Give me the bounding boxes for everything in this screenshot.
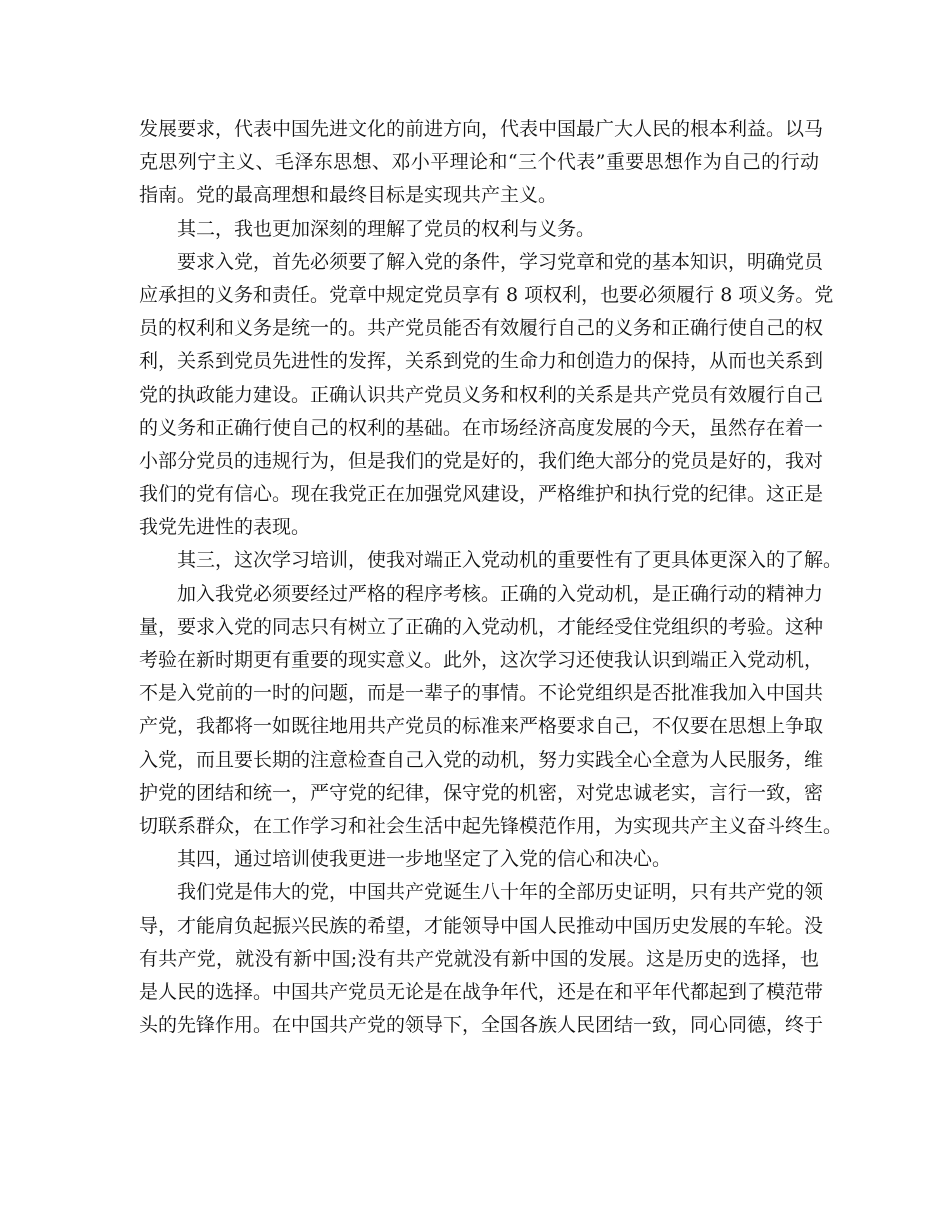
- text-line: 不是入党前的一时的问题，而是一辈子的事情。不论党组织是否批准我加入中国共: [139, 682, 824, 705]
- text-line: 党的执政能力建设。正确认识共产党员义务和权利的关系是共产党员有效履行自己: [139, 383, 824, 406]
- text-line: 应承担的义务和责任。党章中规定党员享有 8 项权利，也要必须履行 8 项义务。党: [139, 283, 834, 306]
- text-line: 的义务和正确行使自己的权利的基础。在市场经济高度发展的今天，虽然存在着一: [139, 416, 824, 439]
- text-line: 头的先锋作用。在中国共产党的领导下，全国各族人民团结一致，同心同德，终于: [139, 1014, 824, 1037]
- text-line: 导，才能肩负起振兴民族的希望，才能领导中国人民推动中国历史发展的车轮。没: [139, 914, 824, 937]
- text-line: 指南。党的最高理想和最终目标是实现共产主义。: [139, 184, 558, 207]
- document-body: [139, 113, 843, 1042]
- text-line: 加入我党必须要经过严格的程序考核。正确的入党动机，是正确行动的精神力: [177, 582, 824, 605]
- text-line: 有共产党，就没有新中国;没有共产党就没有新中国的发展。这是历史的选择，也: [139, 947, 819, 970]
- text-line: 是人民的选择。中国共产党员无论是在战争年代，还是在和平年代都起到了模范带: [139, 980, 824, 1003]
- text-line: 我们党是伟大的党，中国共产党诞生八十年的全部历史证明，只有共产党的领: [177, 881, 824, 904]
- text-line: 产党，我都将一如既往地用共产党员的标准来严格要求自己，不仅要在思想上争取: [139, 715, 824, 738]
- text-line: 小部分党员的违规行为，但是我们的党是好的，我们绝大部分的党员是好的，我对: [139, 449, 824, 472]
- text-line: 其四，通过培训使我更进一步地坚定了入党的信心和决心。: [177, 848, 672, 871]
- text-line: 发展要求，代表中国先进文化的前进方向，代表中国最广大人民的根本利益。以马: [139, 118, 824, 140]
- text-line: 克思列宁主义、毛泽东思想、邓小平理论和“三个代表”重要思想作为自己的行动: [139, 151, 819, 174]
- text-line: 考验在新时期更有重要的现实意义。此外，这次学习还使我认识到端正入党动机，: [139, 649, 824, 671]
- text-line: 我党先进性的表现。: [139, 516, 311, 539]
- text-line: 入党，而且要长期的注意检查自己入党的动机，努力实践全心全意为人民服务，维: [139, 748, 824, 771]
- text-line: 其二，我也更加深刻的理解了党员的权利与义务。: [177, 217, 596, 240]
- text-line: 量，要求入党的同志只有树立了正确的入党动机，才能经受住党组织的考验。这种: [139, 615, 824, 638]
- text-line: 利，关系到党员先进性的发挥，关系到党的生命力和创造力的保持，从而也关系到: [139, 350, 824, 373]
- text-line: 要求入党，首先必须要了解入党的条件，学习党章和党的基本知识，明确党员: [177, 250, 824, 273]
- text-line: 我们的党有信心。现在我党正在加强党风建设，严格维护和执行党的纪律。这正是: [139, 483, 824, 506]
- text-line: 切联系群众，在工作学习和社会生活中起先锋模范作用，为实现共产主义奋斗终生。: [139, 814, 843, 837]
- text-line: 护党的团结和统一，严守党的纪律，保守党的机密，对党忠诚老实，言行一致，密: [139, 781, 824, 804]
- text-line: 其三，这次学习培训，使我对端正入党动机的重要性有了更具体更深入的了解。: [177, 549, 843, 572]
- text-line: 员的权利和义务是统一的。共产党员能否有效履行自己的义务和正确行使自己的权: [139, 317, 824, 340]
